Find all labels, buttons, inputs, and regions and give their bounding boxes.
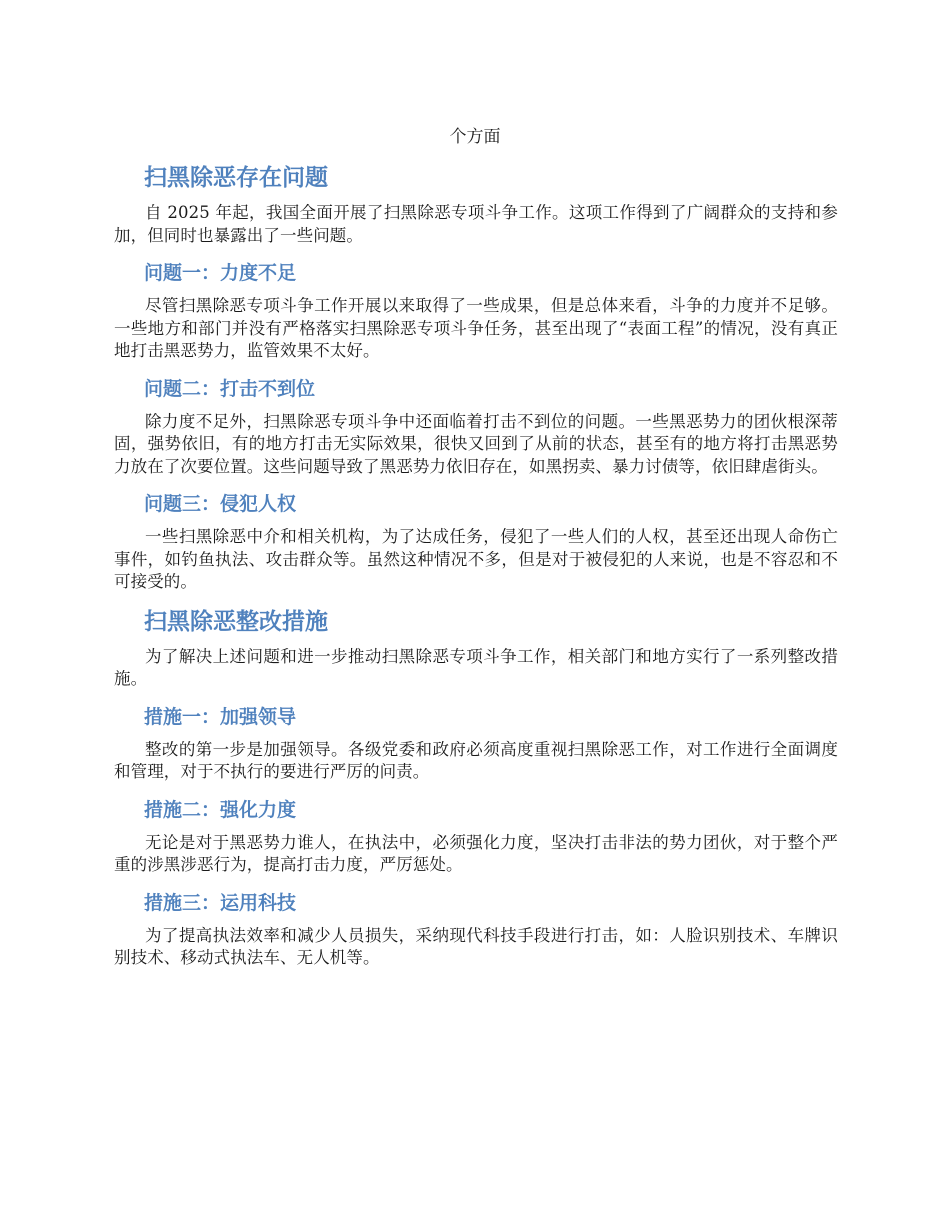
paragraph-measure-3: 为了提高执法效率和减少人员损失，采纳现代科技手段进行打击，如：人脸识别技术、车牌识别技术、移动式执法车、无人机等。 bbox=[114, 925, 838, 967]
paragraph-problem-1: 尽管扫黑除恶专项斗争工作开展以来取得了一些成果，但是总体来看，斗争的力度并不足够。一些地方和部门并没有严格落实扫黑除恶专项斗争任务，甚至出现了“表面工程”的情况，没有真正地打击黑恶势力，监管效果不太好。 bbox=[114, 296, 838, 360]
section-intro-problems: 自 2025 年起，我国全面开展了扫黑除恶专项斗争工作。这项工作得到了广阔群众的支持和参加，但同时也暴露出了一些问题。 bbox=[114, 203, 838, 245]
section-heading-measures: 扫黑除恶整改措施 bbox=[144, 608, 328, 635]
paragraph-problem-2: 除力度不足外，扫黑除恶专项斗争中还面临着打击不到位的问题。一些黑恶势力的团伙根深蒂固，强势依旧，有的地方打击无实际效果，很快又回到了从前的状态，甚至有的地方将打击黑恶势力放在了次要位置。这些问题导致了黑恶势力依旧存在，如黑拐卖、暴力讨债等，依旧肆虐街头。 bbox=[114, 411, 838, 476]
subheading-measure-3: 措施三：运用科技 bbox=[144, 891, 297, 914]
page-top-fragment: 个方面 bbox=[449, 127, 501, 147]
paragraph-problem-3: 一些扫黑除恶中介和相关机构，为了达成任务，侵犯了一些人们的人权，甚至还出现人命伤亡事件，如钓鱼执法、攻击群众等。虽然这种情况不多，但是对于被侵犯的人来说，也是不容忍和不可接受的。 bbox=[114, 527, 838, 591]
paragraph-measure-2: 无论是对于黑恶势力谁人，在执法中，必须强化力度，坚决打击非法的势力团伙，对于整个严重的涉黑涉恶行为，提高打击力度，严厉惩处。 bbox=[114, 832, 838, 874]
subheading-measure-1: 措施一：加强领导 bbox=[144, 705, 297, 728]
section-heading-problems: 扫黑除恶存在问题 bbox=[144, 165, 328, 191]
paragraph-measure-1: 整改的第一步是加强领导。各级党委和政府必须高度重视扫黑除恶工作，对工作进行全面调度和管理，对于不执行的要进行严厉的问责。 bbox=[114, 739, 838, 781]
subheading-problem-3: 问题三：侵犯人权 bbox=[144, 493, 297, 515]
document-body bbox=[114, 160, 838, 980]
subheading-problem-1: 问题一：力度不足 bbox=[144, 262, 297, 284]
subheading-problem-2: 问题二：打击不到位 bbox=[144, 377, 316, 400]
subheading-measure-2: 措施二：强化力度 bbox=[144, 798, 297, 821]
section-intro-measures: 为了解决上述问题和进一步推动扫黑除恶专项斗争工作，相关部门和地方实行了一系列整改措施。 bbox=[114, 646, 838, 688]
